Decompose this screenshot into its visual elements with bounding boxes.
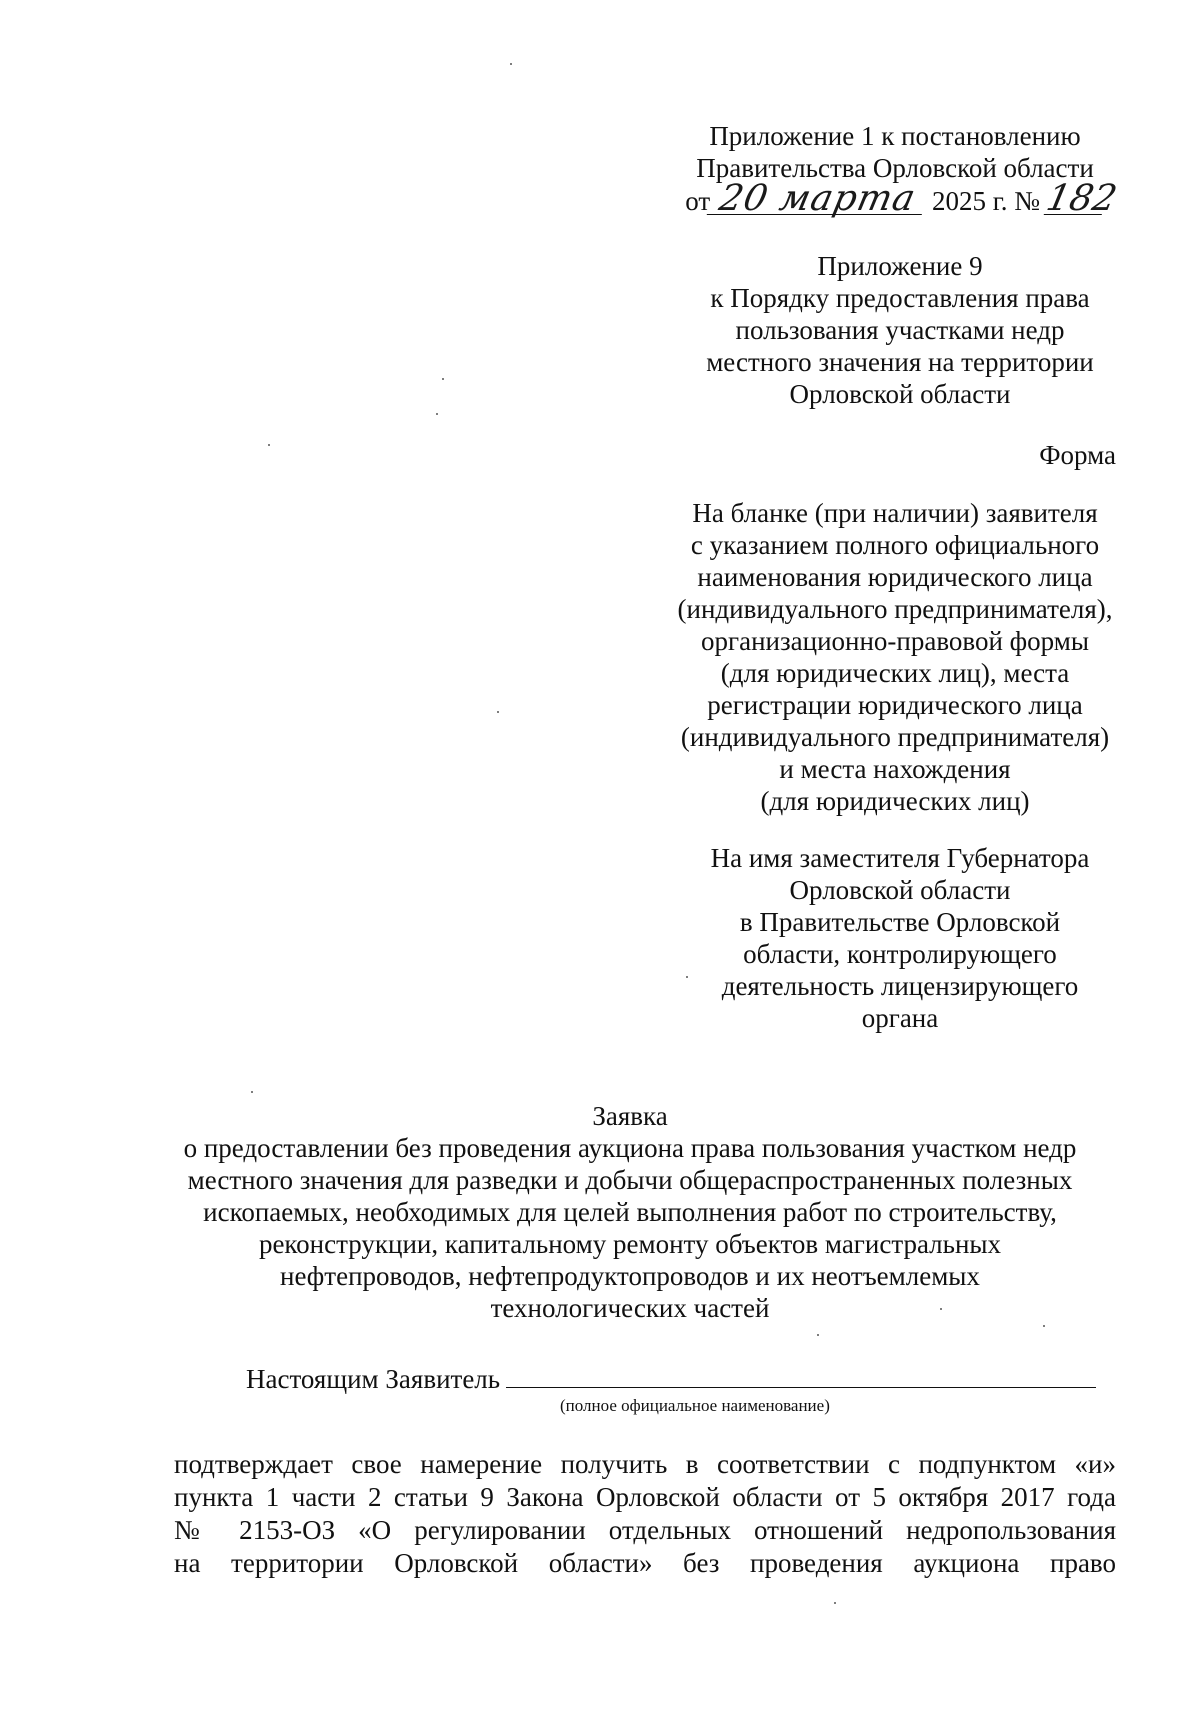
letterhead-note-line: наименования юридического лица	[697, 562, 1093, 592]
addressee-line: Орловской области	[789, 875, 1011, 905]
scan-speck	[940, 1308, 942, 1310]
title-heading: Заявка	[592, 1101, 668, 1131]
addressee-block	[680, 842, 1120, 1034]
letterhead-note-line: (для юридических лиц)	[760, 786, 1030, 816]
title-line: технологических частей	[490, 1293, 770, 1323]
letterhead-note-line: организационно-правовой формы	[701, 626, 1089, 656]
scan-speck	[436, 413, 438, 415]
form-label: Форма	[1039, 440, 1116, 470]
letterhead-note-line: регистрации юридического лица	[707, 690, 1083, 720]
body-line: пункта 1 части 2 статьи 9 Закона Орловской области от 5 октября 2017 года	[174, 1482, 1116, 1512]
addressee-line: деятельность лицензирующего	[721, 971, 1079, 1001]
letterhead-note	[655, 497, 1135, 817]
appendix-9-line-3: пользования участками недр	[735, 315, 1065, 345]
addressee-line: органа	[861, 1003, 939, 1033]
title-line: реконструкции, капитальному ремонту объектов магистральных	[258, 1229, 1002, 1259]
appendix-9-line-2: к Порядку предоставления права	[710, 283, 1090, 313]
scan-speck	[268, 444, 270, 446]
appendix-1-line-2: Правительства Орловской области	[696, 153, 1094, 183]
body-line: подтверждает свое намерение получить в соответствии с подпунктом «и»	[174, 1449, 1116, 1479]
handwritten-number: 182	[1042, 178, 1121, 219]
appendix-9-line-1: Приложение 9	[817, 251, 983, 281]
title-line: о предоставлении без проведения аукциона права пользования участком недр	[183, 1133, 1077, 1163]
appendix-1-line-1: Приложение 1 к постановлению	[709, 121, 1081, 151]
letterhead-note-line: с указанием полного официального	[690, 530, 1100, 560]
appendix-9-line-4: местного значения на территории	[706, 347, 1094, 377]
letterhead-note-line: (для юридических лиц), места	[720, 658, 1070, 688]
date-prefix: от	[685, 186, 711, 216]
addressee-line: в Правительстве Орловской	[739, 907, 1061, 937]
body-line: № 2153-ОЗ «О регулировании отдельных отношений недропользования	[174, 1515, 1116, 1545]
appendix-9-line-5: Орловской области	[789, 379, 1011, 409]
scan-speck	[834, 1602, 836, 1604]
applicant-name-blank[interactable]	[506, 1363, 1096, 1388]
appendix-1-header	[670, 120, 1120, 217]
title-line: ископаемых, необходимых для целей выполнения работ по строительству,	[203, 1197, 1057, 1227]
letterhead-note-line: На бланке (при наличии) заявителя	[692, 498, 1098, 528]
year-label: 2025 г. №	[931, 186, 1040, 216]
scan-speck	[1043, 1325, 1045, 1327]
scan-speck	[251, 1091, 253, 1093]
scan-speck	[510, 63, 512, 65]
application-title	[150, 1100, 1110, 1324]
applicant-label: Настоящим Заявитель	[246, 1364, 501, 1394]
handwritten-date: 20 марта	[707, 184, 929, 215]
body-paragraph	[174, 1448, 1116, 1580]
scan-speck	[686, 976, 688, 978]
addressee-line: области, контролирующего	[743, 939, 1057, 969]
scan-speck	[497, 711, 499, 713]
letterhead-note-line: (индивидуального предпринимателя),	[677, 594, 1113, 624]
title-line: нефтепроводов, нефтепродуктопроводов и их неотъемлемых	[280, 1261, 980, 1291]
scan-speck	[817, 1334, 819, 1336]
letterhead-note-line: (индивидуального предпринимателя)	[680, 722, 1110, 752]
appendix-1-date-line	[685, 178, 1121, 219]
scan-speck	[442, 378, 444, 380]
letterhead-note-line: и места нахождения	[779, 754, 1011, 784]
addressee-line: На имя заместителя Губернатора	[710, 843, 1090, 873]
applicant-row	[246, 1363, 1116, 1395]
appendix-9-header	[690, 250, 1110, 410]
body-line: на территории Орловской области» без проведения аукциона право	[174, 1548, 1116, 1578]
title-line: местного значения для разведки и добычи общераспространенных полезных	[187, 1165, 1073, 1195]
applicant-caption: (полное официальное наименование)	[560, 1396, 830, 1415]
